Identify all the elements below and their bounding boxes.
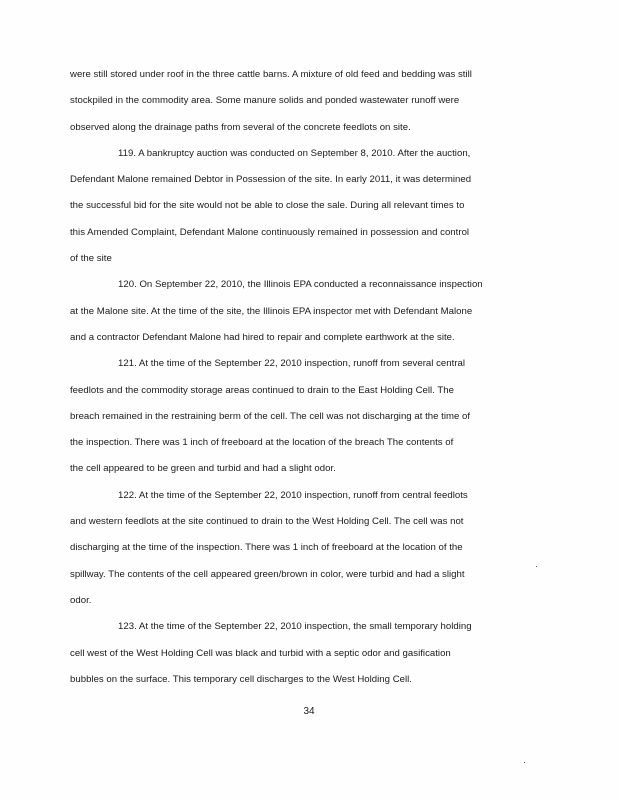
body-text <box>70 62 546 693</box>
text-line: bubbles on the surface. This temporary cell discharges to the West Holding Cell. <box>70 673 412 685</box>
text-line: the inspection. There was 1 inch of freeboard at the location of the breach The contents of <box>70 437 454 449</box>
text-line: of the site <box>70 253 112 265</box>
text-line: cell west of the West Holding Cell was black and turbid with a septic odor and gasification <box>70 647 451 659</box>
text-line: breach remained in the restraining berm of the cell. The cell was not discharging at the time of <box>70 410 471 422</box>
text-line: feedlots and the commodity storage areas continued to drain to the East Holding Cell. The <box>70 384 454 396</box>
text-line: the cell appeared to be green and turbid and had a slight odor. <box>70 463 336 475</box>
text-line: spillway. The contents of the cell appeared green/brown in color, were turbid and had a slight <box>70 568 465 580</box>
paragraph-119-start: 119. A bankruptcy auction was conducted on September 8, 2010. After the auction, <box>118 147 471 159</box>
text-line: discharging at the time of the inspection. There was 1 inch of freeboard at the location of the <box>70 542 463 554</box>
text-line: stockpiled in the commodity area. Some manure solids and ponded wastewater runoff were <box>70 95 460 107</box>
paragraph-121-start: 121. At the time of the September 22, 2010 inspection, runoff from several central <box>118 358 466 370</box>
page-number: 34 <box>303 706 315 717</box>
scan-speck <box>536 566 537 567</box>
text-line: observed along the drainage paths from several of the concrete feedlots on site. <box>70 121 411 133</box>
text-line: at the Malone site. At the time of the site, the Illinois EPA inspector met with Defendant Malone <box>70 305 473 317</box>
text-line: odor. <box>70 594 92 606</box>
text-line: the successful bid for the site would not be able to close the sale. During all relevant times to <box>70 200 465 212</box>
text-line: this Amended Complaint, Defendant Malone continuously remained in possession and control <box>70 226 470 238</box>
paragraph-123-start: 123. At the time of the September 22, 2010 inspection, the small temporary holding <box>118 621 472 633</box>
paragraph-120-start: 120. On September 22, 2010, the Illinois EPA conducted a reconnaissance inspection <box>118 279 483 291</box>
text-line: and western feedlots at the site continued to drain to the West Holding Cell. The cell was not <box>70 516 464 528</box>
paragraph-122-start: 122. At the time of the September 22, 2010 inspection, runoff from central feedlots <box>118 489 468 501</box>
scan-speck <box>524 762 525 763</box>
text-line: were still stored under roof in the three cattle barns. A mixture of old feed and bedding was still <box>70 69 472 80</box>
text-line: and a contractor Defendant Malone had hired to repair and complete earthwork at the site. <box>70 331 455 343</box>
text-line: Defendant Malone remained Debtor in Possession of the site. In early 2011, it was determined <box>70 174 472 186</box>
